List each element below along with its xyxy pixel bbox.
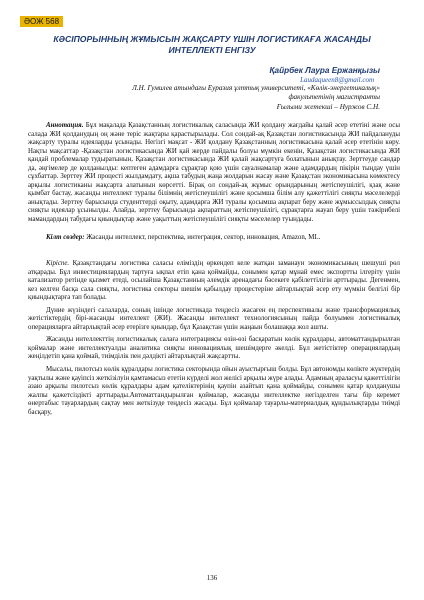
paper-title: КӘСІПОРЫННЫҢ ЖҰМЫСЫН ЖАҚСАРТУ ҮШІН ЛОГИСТИКАҒА ЖАСАНДЫ ИНТЕЛЛЕКТІ ЕНГІЗУ bbox=[53, 34, 371, 55]
supervisor: Ғылыми жетекші – Нуржов С.Н. bbox=[276, 102, 380, 111]
author-name: Қайрбек Лаура Ержанқызы bbox=[269, 66, 380, 75]
keywords-label: Кілт сөздер: bbox=[46, 234, 85, 241]
keywords-text: Жасанды интеллект, перспектива, интеграция, сектор, инновация, Amazon, ML. bbox=[86, 234, 321, 241]
affiliation-line-1: Л.Н. Гумилев атындағы Еуразия ұлттық университеті, «Көлік-энергетикалық» bbox=[132, 84, 380, 92]
abstract-text: Бұл мақалада Қазақстанның логистикалық саласында ЖИ қолдану жағдайы қалай әсер ететіні және осы салада ЖИ қолданудың оң және теріс жақтары қарастырылады. Сол сондай-ақ Қазақстан логистикасында ЖИ пайдалануды жақсарту туралы идеяларды ұсынады. Негізгі мақсат - ЖИ қолдану Қазақстанның логистикасына қалай әсер ететінін көру. Нақты мақсаттар -Қазақстан логистикасында ЖИ қай жерде пайдалы болуы мүмкін екенін, Қазақстан логистикасында ЖИ қандай проблемалар тудыратынын, Қазақстан логистикасында ЖИ қалай жақсартуға болатынын анықтау. Зерттеуде сандар да, әңгімелер де қолданылды: кептеген адамдарға сұрақтар қою үшін сауалнамалар және адамдардың пікірін тыңдау үшін сұхбаттар. Зерттеу ЖИ процесті жылдамдату, ақша табудың жаңа жолдарын жасау және Қазақстан экономикасына көмектесу арқылы логистиканы жақсарта алатынын көрсетті. Бірақ ол сондай-ақ жұмыс орындарының жетіспеушілігі, қзақ және қымбат бастау, жасанды интеллект туралы білімнің жетіспеушілігі және қосымша білім алу қажеттілігі сияқты мәселелерді анықтады. Зерттеу барысында студенттерді оқыту, адамдарға ЖИ туралы қосымша ақпарат беру және жұмыссыздық сияқты сияқты идеялар ұсынылды. Алайда, зерттеу барысында ақпараттың жетіспеушілігі, сұрақтарға жауап беру үшін тәжірибелі мамандардың табудағы қиындықтар және уақыттың жетіспеушілігі сияқты мәселелер туындады. bbox=[28, 122, 400, 224]
author-affiliation bbox=[40, 84, 380, 112]
intro-text: Қазақстандағы логистика саласы еліміздің өркендеп келе жатқан заманауи экономикасының шешуші рөл атқарады. Бұл инвестициялардың тартуға ықпал етіп қана қоймайды, сонымен қатар мұнай емес экспортты ілгеріту үшін катализатор ретінде қызмет етеді, осылайша Қазақстанның әлемдік аренадағы бәсекеге қабілеттілігін арттырады. Дегенмен, кез келген басқа сала сияқты, логистика секторы шешім қабылдау процестеріне айтарлықтай әсер ету мүмкін белгілі бір қиындықтарға тап болады. bbox=[28, 260, 400, 302]
paragraph-intro bbox=[28, 260, 400, 303]
abstract-label: Аннотация. bbox=[46, 122, 84, 129]
page-number: 136 bbox=[206, 574, 218, 582]
paragraph-2: Дүние жүзіндегі салаларда, соның ішінде логистикада теңдесіз жасағен ең перспективалы және трансформациялық жетістіктердің бірі-жасанды интеллект (ЖИ). Жасанды интеллект технологиясының пайда болуымен логистикалық операцияларға айтарлықтай әсер етерізге қиындар, бұл Қазақстан үшін жаңаын болашаққа жол ашты. bbox=[28, 306, 400, 331]
intro-lead: Кіріспе. bbox=[46, 260, 70, 267]
author-email[interactable]: Laudaqueen8@gmail.com bbox=[300, 76, 374, 84]
paragraph-4: Мысалы, пилотсыз көлік құралдары логистика секторында ойын ауыстырғыш болды. Бұл автономды көлікте жүктердің уақтылы және қауіпсіз жеткізілуін қамтамасыз ететін күрделі жол желісі арқылы жүре алады. Адамның араласуы қажеттілігін азаю арқылы пилотсыз көлік құралдары адам қателіктерінің қаупін азайтып қана қоймайды, сонымен қатар қолданушы жалпы қажетсіздікті арттырады.Автоматтандырылған қоймалар, жасанды интеллектке негізделген тағы бір керемет өнертабыс тауарлардың сақтау мен жеткізуде теңдесіз жасады. Бұл қоймалар тауарлы-материалдық құндылықтарды тиімді басқару, bbox=[28, 366, 400, 416]
affiliation-line-2: факультетінің магистранты bbox=[288, 93, 380, 102]
udc-code: ӘОЖ 568 bbox=[20, 16, 63, 27]
abstract bbox=[28, 122, 400, 225]
paragraph-3: Жасанды интеллекттің логистикалық салаға интеграциясы өзін-өзі басқаратын көлік құралдары, автоматтандырылған қоймалар және интеллектуалды аналитика сияқты инновациялық шешімдерге әкелді. Бұл жетістіктер операциялардың жеңілдетіп қана қоймай, тиімділік пен дәлдікті айтарлықтай жақсартты. bbox=[28, 336, 400, 361]
body-text bbox=[28, 260, 400, 421]
keywords bbox=[28, 234, 400, 243]
